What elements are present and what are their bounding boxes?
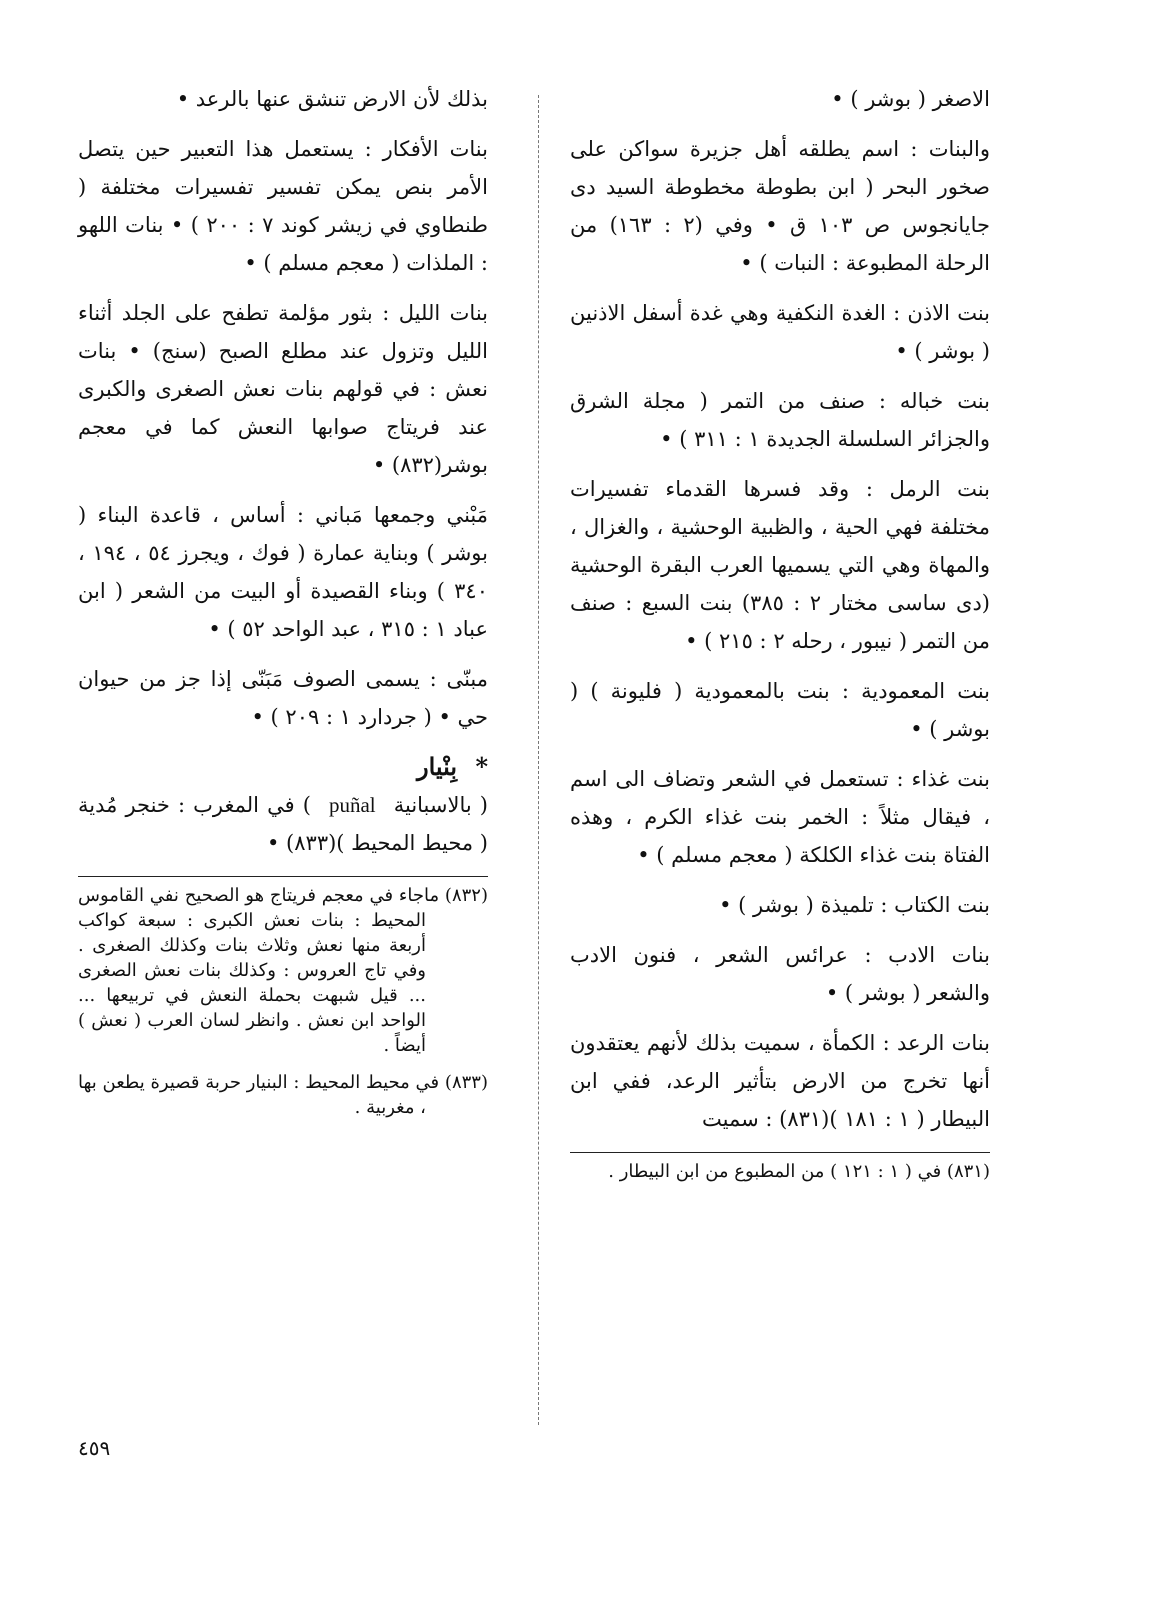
footnote: (٨٣٣) في محيط المحيط : البنيار حربة قصيرة يطعن بها ، مغربية . — [78, 1072, 488, 1118]
entry-paragraph: بنات الليل : بثور مؤلمة تطفح على الجلد أثناء الليل وتزول عند مطلع الصبح (سنج) • بنات نعش : في قولهم بنات نعش الصغرى والكبرى عند فريتاج صوابها النعش كما في معجم بوشر(٨٣٢) • — [78, 301, 488, 477]
entry-heading — [78, 748, 488, 786]
asterisk-icon: * — [475, 752, 488, 781]
heading-word: بِنْيار — [417, 752, 458, 781]
entry-paragraph: بنت المعمودية : بنت بالمعمودية ( فليونة ) ( بوشر ) • — [570, 679, 990, 741]
entry-paragraph: بنت الاذن : الغدة النكفية وهي غدة أسفل الاذنين ( بوشر ) • — [570, 301, 990, 363]
heading-body-after: ) في المغرب : خنجر مُدية ( محيط المحيط )(٨٣٣) • — [78, 793, 488, 855]
footnote: (٨٣٢) ماجاء في معجم فريتاج هو الصحيح نفي القاموس المحيط : بنات نعش الكبرى : سبعة كواكب أربعة منها نعش وثلاث بنات وكذلك الصغرى . وفي تاج العروس : وكذلك بنات نعش الصغرى ... قيل شبهت بحملة النعش في تربيعها ... الواحد ابن نعش . وانظر لسان العرب ( نعش ) أيضاً . — [78, 885, 488, 1056]
column-divider — [538, 95, 539, 1425]
entry-paragraph: بنات الادب : عرائس الشعر ، فنون الادب والشعر ( بوشر ) • — [570, 943, 990, 1005]
entry-paragraph: بنات الأفكار : يستعمل هذا التعبير حين يتصل الأمر بنص يمكن تفسير تفسيرات مختلفة ( طنطاوي في زيشر كوند ٧ : ٢٠٠ ) • بنات اللهو : الملذات ( معجم مسلم ) • — [78, 137, 488, 275]
entry-paragraph: مبنّى : يسمى الصوف مَبَنّى إذا جز من حيوان حي • ( جردارد ١ : ٢٠٩ ) • — [78, 667, 488, 729]
page-number: ٤٥٩ — [78, 1436, 111, 1460]
left-column — [78, 80, 488, 1132]
latin-term: puñal — [328, 793, 376, 817]
entry-paragraph: والبنات : اسم يطلقه أهل جزيرة سواكن على صخور البحر ( ابن بطوطة مخطوطة السيد دى جايانجوس ص ١٠٣ ق • وفي (٢ : ١٦٣) من الرحلة المطبوعة : النبات ) • — [570, 137, 991, 275]
heading-body-before: ( بالاسبانية — [393, 793, 488, 817]
footnote-divider — [570, 1152, 990, 1153]
right-column — [570, 80, 990, 1196]
entry-paragraph: بنت غذاء : تستعمل في الشعر وتضاف الى اسم ، فيقال مثلاً : الخمر بنت غذاء الكرم ، وهذه الفتاة بنت غذاء الكلكة ( معجم مسلم ) • — [570, 767, 990, 867]
entry-paragraph: بنت الرمل : وقد فسرها القدماء تفسيرات مختلفة فهي الحية ، والظبية الوحشية ، والغزال ، والمهاة وهي التي يسميها العرب البقرة الوحشية (دى ساسى مختار ٢ : ٣٨٥) بنت السبع : صنف من التمر ( نيبور ، رحله ٢ : ٢١٥ ) • — [570, 477, 990, 653]
entry-paragraph: مَبْني وجمعها مَباني : أساس ، قاعدة البناء ( بوشر ) وبناية عمارة ( فوك ، ويجرز ٥٤ ، ١٩٤ ، ٣٤٠ ) وبناء القصيدة أو البيت من الشعر ( ابن عباد ١ : ٣١٥ ، عبد الواحد ٥٢ ) • — [78, 503, 489, 641]
entry-paragraph: بنت خباله : صنف من التمر ( مجلة الشرق والجزائر السلسلة الجديدة ١ : ٣١١ ) • — [570, 389, 990, 451]
footnote: (٨٣١) في ( ١ : ١٢١ ) من المطبوع من ابن البيطار . — [608, 1161, 990, 1182]
entry-paragraph — [78, 786, 488, 862]
entry-paragraph: بذلك لأن الارض تنشق عنها بالرعد • — [176, 87, 488, 111]
entry-paragraph: الاصغر ( بوشر ) • — [831, 87, 990, 111]
footnote-divider — [78, 876, 488, 877]
entry-paragraph: بنات الرعد : الكمأة ، سميت بذلك لأنهم يعتقدون أنها تخرج من الارض بتأثير الرعد، ففي ابن البيطار ( ١ : ١٨١ )(٨٣١) : سميت — [570, 1031, 990, 1131]
entry-paragraph: بنت الكتاب : تلميذة ( بوشر ) • — [719, 893, 990, 917]
